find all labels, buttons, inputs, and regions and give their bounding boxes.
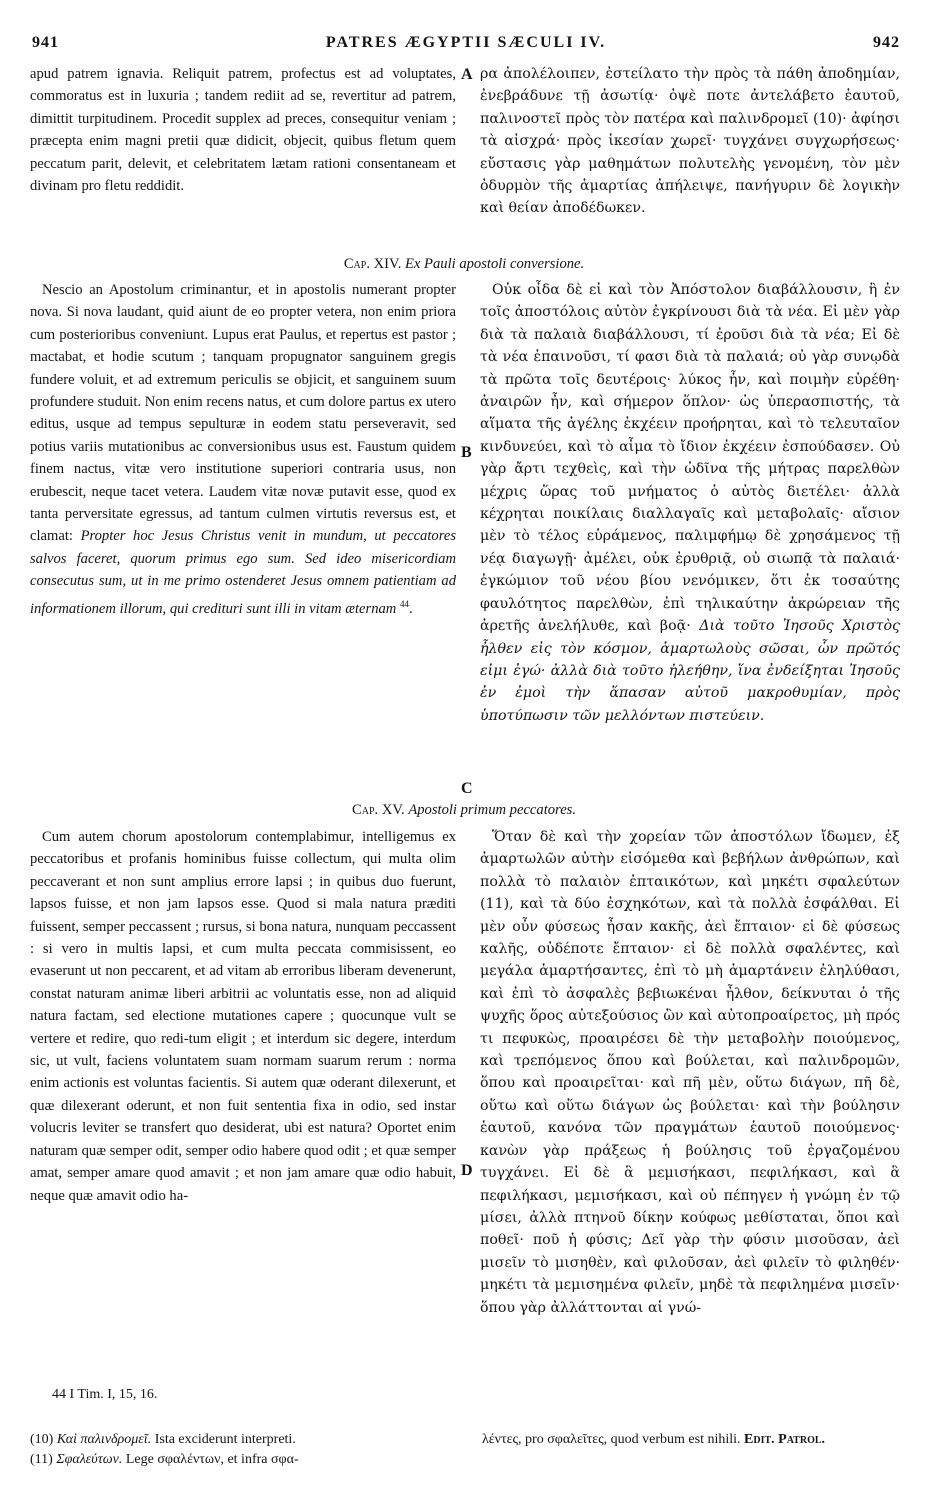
chapter-number: Cap. XV. xyxy=(352,802,405,818)
greek-paragraph xyxy=(480,279,900,727)
greek-column-xiv xyxy=(480,279,900,727)
right-page-number: 942 xyxy=(873,34,900,51)
footnote-10 xyxy=(30,1430,460,1450)
scripture-footnote: 44 I Tim. I, 15, 16. xyxy=(52,1387,158,1402)
page-header xyxy=(32,34,900,58)
footnote-text: λέντες, pro σφαλεῖτες, quod verbum est nihili. xyxy=(482,1432,741,1447)
scripture-quote: Propter hoc Jesus Christus venit in mundum, ut peccatores salvos faceret, quorum primus ego sum. Sed ideo misericordiam consecutus sum, ut in me primo ostenderet Jesus omnem patientiam ad informationem illorum, qui credituri sunt illi in vitam æternam xyxy=(30,528,456,617)
running-title: PATRES ÆGYPTII SÆCULI IV. xyxy=(325,34,607,51)
chapter-title: Apostoli primum peccatores. xyxy=(408,802,576,818)
greek-column-top xyxy=(480,63,900,220)
margin-marker-b: B xyxy=(461,444,472,461)
footnote-text: Lege σφαλέντων, et infra σφα- xyxy=(125,1452,299,1467)
greek-scripture-quote: Διὰ τοῦτο Ἰησοῦς Χριστὸς ἦλθεν εἰς τὸν κόσμον, ἁμαρτωλοὺς σῶσαι, ὧν πρῶτός εἰμι ἐγώ· ἀλλὰ διὰ τοῦτο ἠλεήθην, ἵνα ἐνδείξηται Ἰησοῦς ἐν ἐμοὶ τὴν ἅπασαν αὐτοῦ μακροθυμίαν, πρὸς ὑποτύπωσιν τῶν μελλόντων πιστεύειν. xyxy=(480,618,900,724)
footnote-label: (10) xyxy=(30,1432,54,1447)
left-page-number: 941 xyxy=(32,34,59,51)
greek-paragraph: ρα ἀπολέλοιπεν, ἐστείλατο τὴν πρὸς τὰ πάθη ἀποδημίαν, ἐνεβράδυνε τῇ ἀσωτίᾳ· ὀψὲ ποτε ἀντελάβετο ἑαυτοῦ, παλινοστεῖ πρὸς τὸν πατέρα καὶ παλινδρομεῖ (10)· ἀφίησι τὰ αἰσχρά· πρὸς ἱκεσίαν χωρεῖ· τυγχάνει συγχωρήσεως· εὔστασις γὰρ μαθημάτων πολυτελὴς γενομένη, τὸν μὲν ὀδυρμὸν τῆς ἁμαρτίας ἀπήλειψε, πανήγυριν δὲ λογικὴν καὶ θείαν ἀποδέδωκεν. xyxy=(480,66,900,217)
latin-paragraph: Cum autem chorum apostolorum contemplabimur, intelligemus ex peccatoribus et profanis hominibus fuisse collectum, qui multa olim peccaverant et non sunt amplius errore lapsi ; in quibus duo fuerunt, lapsos fuisse, et non jam lapsos esse. Quod si mala natura præditi fuissent, semper peccassent ; rursus, si bona natura, nunquam peccassent : si vero in multis lapsi, et cum multa peccata commisissent, eo evaserunt ut non peccarent, et ad vitam ab erroribus liberam devenerunt, constat naturam animæ liberi arbitrii ac voluntatis esse, non ad aliquid natura factam, sed electione mutationes capere ; quocunque vult se vertere et redire, quo redi-tum eligit ; et interdum sic degere, interdum sic, ut vult, faciens voluntatem suam normam suarum rerum : norma enim actionis est voluntas facientis. Si autem quæ oderant dilexerunt, et quæ dilexerant oderunt, et non fuit sententia fixa in odio, sed instar volucris leviter se transfert quo desiderat, ubi est natura? Oportet enim naturam quæ semper odit, semper odio habere quod odit ; et quæ semper amat, semper amare quod amavit ; et non jam amare quæ odio habuit, neque quæ amavit odio ha- xyxy=(30,829,456,1204)
chapter-xiv-heading xyxy=(0,256,928,273)
footnote-ref: 44 xyxy=(399,598,409,609)
footnote-11 xyxy=(30,1450,460,1470)
greek-column-xv xyxy=(480,826,900,1319)
latin-plain-text: Nescio an Apostolum criminantur, et in apostolis numerant propter nova. Si nova laudant, quid aiunt de eo propter vetera, non enim priora cum posterioribus conveniunt. Lupus erat Paulus, et repertus est pastor ; mactabat, et hodie scutum ; tanquam propugnator sanguinem gregis fundere voluit, et ad extremum periculis se objicit, et sanguinem suum profundere studuit. Non enim recens natus, et cum dolore partus ex utero editus, usque ad tempus sepulturæ in eodem statu perseveravit, sed potius variis mutationibus ac conversionibus usus est. Faustum quidem finem nactus, vitæ vero institutione superiori contraria usus, non erubescit, neque tacet vetera. Laudem vitæ novæ putavit esse, quod ex tanta perversitate egressus, ad tantum culmen virtutis reversus est, et clamat: xyxy=(30,282,456,545)
margin-marker-a: A xyxy=(461,66,473,83)
footnote-continuation xyxy=(482,1430,902,1450)
chapter-number: Cap. XIV. xyxy=(343,256,402,272)
latin-column-xiv xyxy=(30,279,456,620)
greek-paragraph: Ὅταν δὲ καὶ τὴν χορείαν τῶν ἀποστόλων ἴδωμεν, ἐξ ἁμαρτωλῶν αὐτὴν εἰσόμεθα καὶ βεβήλων ἀνθρώπων, καὶ πολλὰ τὸ παλαιὸν ἐπταικότων, καὶ μηκέτι σφαλεύτων (11), καὶ τὰ δύο ἐσχηκότων, καὶ τὰ πολλὰ ἐσφάλθαι. Εἰ μὲν οὖν φύσεως ἦσαν κακῆς, ἀεὶ ἔπταιον· εἰ δὲ φύσεως καλῆς, οὐδέποτε ἔπταιον· εἰ δὲ πολλὰ σφαλέντες, καὶ μεγάλα ἁμαρτήσαντες, ἐπὶ τὸ μὴ ἁμαρτάνειν ἐληλύθασι, καὶ ἐπὶ τὸ ἀσφαλὲς βεβιωκέναι ἦλθον, δείκνυται ὁ τῆς ψυχῆς ὅρος αὐτεξούσιος ὢν καὶ αὐτοπροαίρετος, μὴ πρός τι πεφυκὼς, προαιρέσει δὲ τὴν μεταβολὴν ποιούμενος, καὶ τρεπόμενος ὅπου καὶ βούλεται, καὶ παλινδρομῶν, ὅπου καὶ προαιρεῖται· καὶ πῆ μὲν, οὕτω διάγων, πῆ δὲ, οὕτω καὶ οὕτω διάγων ὡς βούλεται· καὶ τὴν βούλησιν ἑαυτοῦ, κανόνα τῶν πραγμάτων ἑαυτοῦ ποιούμενος· κανὼν γὰρ πράξεως ἡ βούλησις τοῦ ἐργαζομένου τυγχάνει. Εἰ δὲ ἃ μεμισήκασι, πεφιλήκασι, καὶ ἃ πεφιλήκασι, μεμισήκασι, καὶ οὐ πέπηγεν ἡ γνώμη ἐν τῷ μίσει, ἀλλὰ πτηνοῦ δίκην κούφως μεθίσταται, ὅποι καὶ ποθεῖ· ποῦ ἡ φύσις; Δεῖ γὰρ τὴν φύσιν μισοῦσαν, ἀεὶ μισεῖν τὸ μισηθὲν, καὶ φιλοῦσαν, ἀεὶ φιλεῖν τὸ φιληθέν· μηκέτι τὰ μεμισημένα φιλεῖν, μηδὲ τὰ πεφιλημένα μισεῖν· ὅπου γὰρ ἀλλάττονται αἱ γνώ- xyxy=(480,829,900,1316)
latin-column-xv xyxy=(30,826,456,1207)
latin-paragraph: Nescio an Apostolum criminantur, et in apostolis numerant propter nova. Si nova laudant, quid aiunt de eo propter vetera, non enim priora cum posterioribus conveniunt. Lupus erat Paulus, et repertus est pastor ; mactabat, et hodie scutum ; tanquam propugnator sanguinem gregis fundere voluit, et ad extremum periculis se objicit, et sanguinem suum profundere studuit. Non enim recens natus, et cum dolore partus ex utero editus, usque ad tempus sepulturæ in eodem statu perseveravit, sed potius variis mutationibus ac conversionibus usus est. Faustum quidem finem nactus, vitæ vero institutione superiori contraria usus, non erubescit, neque tacet vetera. Laudem vitæ novæ putavit esse, quod ex tanta perversitate egressus, ad tantum culmen virtutis reversus est, et clamat: Propter hoc Jesus Christus venit in mundum, ut peccatores salvos faceret, quorum primus ego sum. Sed ideo misericordiam consecutus sum, ut in me primo ostenderet Jesus omnem patientiam ad informationem illorum, qui credituri sunt illi in vitam æternam $^{44}$. xyxy=(30,282,456,617)
footnote-greek: Σφαλεύτων. xyxy=(56,1452,123,1467)
chapter-title: Ex Pauli apostoli conversione. xyxy=(405,256,585,272)
footnote-greek: Καὶ παλινδρομεῖ. xyxy=(56,1432,152,1447)
footnote-text: Ista exciderunt interpreti. xyxy=(154,1432,296,1447)
margin-marker-c: C xyxy=(461,780,473,797)
editor-signature: Edit. Patrol. xyxy=(744,1432,826,1447)
margin-marker-d: D xyxy=(461,1162,473,1179)
latin-paragraph: apud patrem ignavia. Reliquit patrem, profectus est ad voluptates, commoratus est in luxuria ; tandem rediit ad se, revertitur ad patrem, dimittit turpitudinem. Procedit supplex ad preces, consequitur veniam ; præcepta enim magni pretii quæ didicit, objecit, quibus fletum quem peccatum parit, delevit, et celebritatem lætam rationi consentaneam et divinam pro fletu reddidit. xyxy=(30,66,456,195)
latin-column-top xyxy=(30,63,456,197)
footnote-label: (11) xyxy=(30,1452,53,1467)
chapter-xv-heading xyxy=(0,802,928,819)
greek-plain-text: Οὐκ οἶδα δὲ εἰ καὶ τὸν Ἀπόστολον διαβάλλουσιν, ἢ ἐν τοῖς ἀποστόλοις αὐτὸν ἐγκρίνουσι διὰ τὰ νέα. Εἰ μὲν γὰρ διὰ τὰ παλαιὰ διαβάλλουσι, τί ἐροῦσι διὰ τὰ νέα; Εἰ δὲ τὰ νέα ἐπαινοῦσι, τί φασι διὰ τὰ παλαιά; οὐ γὰρ συνῳδὰ τὰ πρῶτα τοῖς δευτέροις· λύκος ἦν, καὶ ποιμὴν εὑρέθη· ἀναιρῶν ἦν, καὶ σήμερον ὅπλον· ὡς ὑπερασπιστής, τὰ αἵματα τῆς ἀγέλης ἐκχέειν προήρηται, καὶ τὸ τελευταῖον κινδυνεύει, καὶ τὸ αἷμα τὸ ἴδιον ἐκχέειν ἐσπούδασεν. Οὐ γὰρ ἄρτι τεχθεὶς, καὶ τὴν ὠδῖνα τῆς μήτρας παρελθὼν μέχρις ὥρας τοῦ μνήματος ὁ αὐτὸς διετέλει· ἀλλὰ κέχρηται ποικίλαις διαλλαγαῖς καὶ μεταβολαῖς· αἴσιον μὲν τὸ τέλος εὑράμενος, παλιμφήμῳ δὲ χρησάμενος τῇ νέᾳ διαγωγῇ· ἀμέλει, οὐκ ἐρυθριᾷ, οὐ σιωπᾷ τὰ παλαιά· ἐγκώμιον τοῦ νέου βίου νενόμικεν, ὅτι ἐκ τοσαύτης φαυλότητος παρελθὼν, ἐπὶ τηλικαύτην ἀκρώρειαν τῆς ἀρετῆς ἀνελήλυθε, καὶ βοᾷ· xyxy=(480,282,900,635)
